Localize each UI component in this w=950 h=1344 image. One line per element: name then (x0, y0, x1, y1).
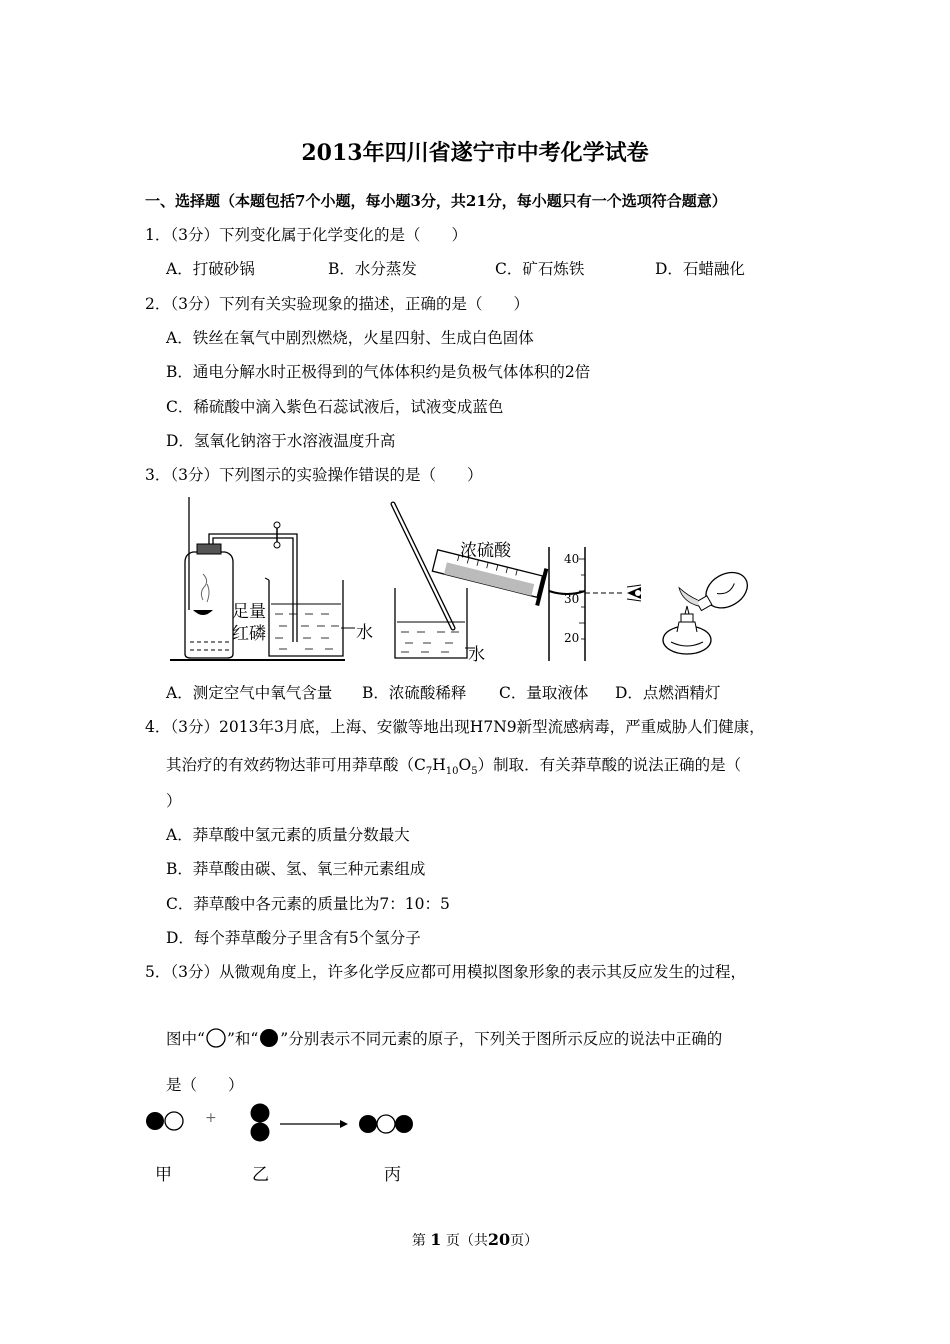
q4-option-a: A．莽草酸中氢元素的质量分数最大 (166, 826, 410, 844)
label-jia: 甲 (155, 1165, 172, 1185)
q1-option-d: D．石蜡融化 (655, 260, 745, 278)
q5-text-a: 图中“ (166, 1030, 205, 1048)
tick-30: 30 (564, 592, 580, 606)
molecule-yi-atom-2 (251, 1123, 270, 1142)
formula-sub-c: 7 (425, 766, 433, 778)
label-sufficient: 足量 (232, 602, 266, 622)
molecule-yi-atom-1 (251, 1104, 270, 1123)
question-5-line2 (166, 1027, 722, 1049)
q5-text-c: ”分别表示不同元素的原子，下列关于图所示反应的说法中正确的 (280, 1030, 723, 1048)
question-text: 从微观角度上，许多化学反应都可用模拟图象形象的表示其反应发生的过程， (219, 963, 747, 981)
molecule-bing-atom-2 (377, 1115, 395, 1133)
question-5-line3: 是（ ） (166, 1076, 244, 1094)
tick-20: 20 (564, 631, 580, 645)
figure-measure-liquid (545, 545, 655, 665)
molecule-jia-white-atom (165, 1112, 183, 1130)
figure-alcohol-lamps (655, 560, 755, 665)
page-title: 2013年四川省遂宁市中考化学试卷 (301, 140, 649, 166)
question-text: 下列变化属于化学变化的是（ ） (219, 226, 468, 244)
question-4-stem (145, 715, 765, 737)
question-score: （3分） (170, 963, 219, 981)
formula-sub-h: 10 (445, 766, 459, 778)
label-water-b: 水 (468, 645, 485, 665)
q5-text-b: ”和“ (226, 1030, 259, 1048)
q4-option-b: B．莽草酸由碳、氢、氧三种元素组成 (166, 860, 426, 878)
molecule-jia-black-atom (146, 1112, 164, 1130)
label-water-a: 水 (356, 623, 373, 643)
q2-option-a: A．铁丝在氧气中剧烈燃烧，火星四射、生成白色固体 (166, 329, 534, 347)
q2-option-c: C．稀硫酸中滴入紫色石蕊试液后，试液变成蓝色 (166, 398, 504, 416)
plus-sign: + (205, 1110, 217, 1126)
formula-sub-o: 5 (471, 766, 478, 778)
footer-post: 页） (510, 1233, 539, 1249)
label-conc-sulfuric-acid: 浓硫酸 (460, 541, 511, 561)
q2-option-d: D．氢氧化钠溶于水溶液温度升高 (166, 432, 396, 450)
page-footer (0, 1230, 950, 1250)
question-4-line3: ） (166, 792, 182, 810)
question-text: 下列有关实验现象的描述，正确的是（ ） (219, 295, 530, 313)
question-score: （3分） (170, 466, 219, 484)
q4-option-c: C．莽草酸中各元素的质量比为7：10：5 (166, 895, 450, 913)
figure-acid-dilution (385, 500, 545, 665)
question-number: 1． (145, 226, 171, 244)
question-text: 下列图示的实验操作错误的是（ ） (219, 466, 483, 484)
question-number: 4． (145, 718, 171, 736)
question-1-stem (145, 223, 467, 245)
q1-option-b: B．水分蒸发 (328, 260, 417, 278)
question-number: 2． (145, 295, 171, 313)
figure-molecule-reaction (140, 1100, 430, 1150)
q1-option-c: C．矿石炼铁 (495, 260, 585, 278)
footer-pre: 第 (411, 1233, 426, 1249)
tick-40: 40 (564, 552, 580, 566)
q3-option-b: B．浓硫酸稀释 (362, 684, 467, 702)
label-yi: 乙 (252, 1165, 269, 1185)
footer-mid: 页（共 (445, 1233, 488, 1249)
question-score: （3分） (170, 718, 219, 736)
black-atom-icon (258, 1028, 280, 1048)
molecule-bing-atom-1 (359, 1115, 377, 1133)
question-score: （3分） (170, 295, 219, 313)
question-score: （3分） (170, 226, 219, 244)
footer-page-number: 1 (430, 1230, 442, 1249)
question-5-stem (145, 960, 746, 982)
q3-option-c: C．量取液体 (499, 684, 589, 702)
footer-total-pages: 20 (487, 1230, 511, 1249)
label-bing: 丙 (384, 1165, 401, 1185)
q4-text-b: ）制取．有关莽草酸的说法正确的是（ (477, 756, 742, 774)
question-2-stem (145, 292, 529, 314)
question-4-line2 (166, 753, 741, 777)
formula-h: H (432, 756, 446, 774)
white-atom-icon (205, 1028, 227, 1048)
question-number: 3． (145, 466, 171, 484)
q3-option-a: A．测定空气中氧气含量 (166, 684, 333, 702)
question-number: 5． (145, 963, 171, 981)
question-text: 2013年3月底，上海、安徽等地出现H7N9新型流感病毒，严重威胁人们健康， (219, 718, 765, 736)
section-heading: 一、选择题（本题包括7个小题，每小题3分，共21分，每小题只有一个选项符合题意） (145, 192, 727, 210)
q4-text-a: 其治疗的有效药物达菲可用莽草酸（C (166, 756, 426, 774)
q4-option-d: D．每个莽草酸分子里含有5个氢分子 (166, 929, 421, 947)
q1-option-a: A．打破砂锅 (166, 260, 255, 278)
molecule-bing-atom-3 (395, 1115, 413, 1133)
formula-o: O (458, 756, 472, 774)
q3-option-d: D．点燃酒精灯 (615, 684, 721, 702)
q2-option-b: B．通电分解水时正极得到的气体体积约是负极气体体积的2倍 (166, 363, 591, 381)
question-3-stem (145, 463, 483, 485)
label-red-phosphorus: 红磷 (232, 624, 266, 644)
